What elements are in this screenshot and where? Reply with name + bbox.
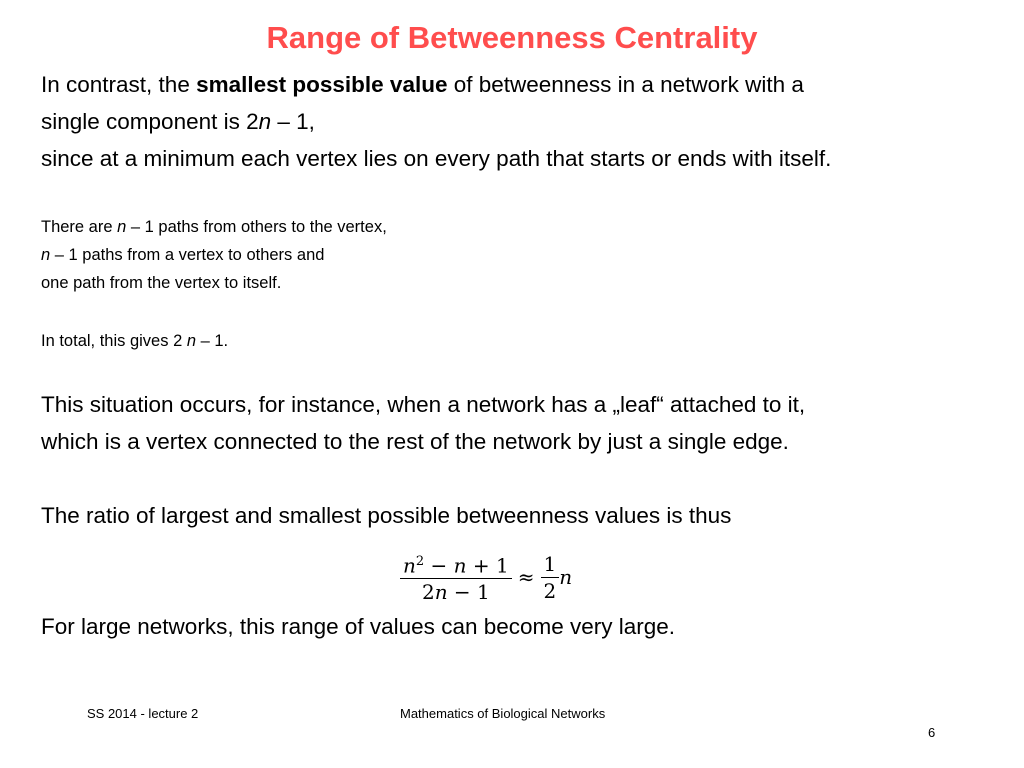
variable-n: n	[41, 246, 51, 264]
footer-course: SS 2014 - lecture 2	[87, 706, 199, 721]
half-denominator: 2	[543, 578, 557, 603]
ratio-fraction	[400, 549, 512, 606]
conclusion-text: For large networks, this range of values can become very large.	[41, 614, 676, 639]
fraction-denominator	[419, 579, 493, 605]
page-number: 6	[928, 725, 936, 740]
half-fraction	[541, 551, 560, 604]
explanation-text: In total, this gives 2	[41, 332, 187, 350]
intro-line-3: since at a minimum each vertex lies on every path that starts or ends with itself.	[41, 146, 832, 171]
half-numerator: 1	[541, 551, 560, 578]
intro-text: of betweenness in a network with a	[447, 72, 804, 97]
explanation-total	[41, 332, 228, 351]
leaf-line-1: This situation occurs, for instance, when a network has a „leaf“ attached to it,	[41, 392, 806, 417]
intro-line-1	[41, 72, 804, 98]
variable-n: n	[434, 580, 448, 605]
explanation-text: – 1 paths from others to the vertex,	[126, 218, 387, 236]
explanation-line-1	[41, 218, 387, 237]
explanation-text: – 1 paths from a vertex to others and	[50, 246, 325, 264]
variable-n: n	[453, 553, 467, 578]
intro-text: – 1,	[271, 109, 315, 134]
variable-n: n	[559, 565, 573, 589]
variable-n: n	[117, 218, 127, 236]
minus-sign: −	[424, 553, 454, 578]
intro-bold-text: smallest possible value	[196, 72, 448, 97]
intro-text: single component is 2	[41, 109, 259, 134]
numerator-tail: + 1	[466, 553, 509, 578]
coefficient: 2	[421, 580, 435, 605]
slide-title: Range of Betweenness Centrality	[266, 20, 758, 55]
approx-symbol: ≈	[517, 565, 535, 589]
ratio-text: The ratio of largest and smallest possible betweenness values is thus	[41, 503, 732, 528]
explanation-line-3: one path from the vertex to itself.	[41, 274, 282, 292]
variable-n: n	[186, 332, 197, 350]
intro-line-2	[41, 109, 315, 135]
ratio-formula	[400, 545, 572, 609]
variable-n: n	[403, 553, 416, 578]
footer-title: Mathematics of Biological Networks	[400, 706, 606, 721]
explanation-text: – 1.	[196, 332, 229, 350]
leaf-line-2: which is a vertex connected to the rest of the network by just a single edge.	[41, 429, 789, 454]
variable-n: n	[258, 109, 272, 134]
explanation-text: There are	[41, 218, 118, 236]
fraction-numerator	[400, 549, 512, 580]
intro-text: In contrast, the	[41, 72, 197, 97]
exponent: 2	[415, 553, 425, 569]
denominator-tail: − 1	[447, 580, 490, 605]
explanation-line-2	[41, 246, 324, 265]
